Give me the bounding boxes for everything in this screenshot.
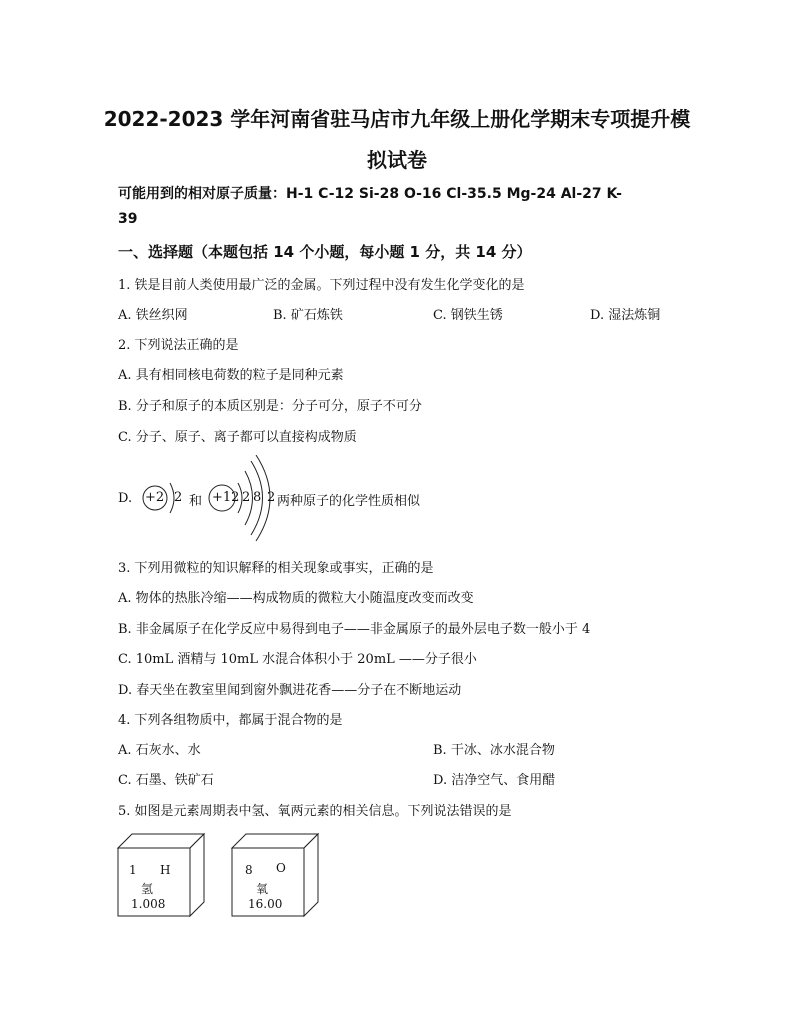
question-3-option-b: B. 非金属原子在化学反应中易得到电子——非金属原子的最外层电子数一般小于 4 [118, 622, 591, 637]
question-1-option-a: A. 铁丝织网 [118, 308, 188, 323]
nucleus-charge-2: +12 [212, 490, 240, 505]
question-1-option-b: B. 矿石炼铁 [273, 308, 343, 323]
electron-count: 2 [174, 490, 183, 505]
question-1-stem: 1. 铁是目前人类使用最广泛的金属。下列过程中没有发生化学变化的是 [118, 278, 525, 293]
oxygen-atomic-mass: 16.00 [248, 897, 283, 911]
question-3-option-d: D. 春天坐在教室里闻到窗外飘进花香——分子在不断地运动 [118, 683, 462, 698]
oxygen-symbol: O [276, 861, 286, 875]
question-3-option-a: A. 物体的热胀冷缩——构成物质的微粒大小随温度改变而改变 [118, 591, 474, 606]
question-5-stem: 5. 如图是元素周期表中氢、氧两元素的相关信息。下列说法错误的是 [118, 804, 512, 819]
question-3-stem: 3. 下列用微粒的知识解释的相关现象或事实，正确的是 [118, 561, 434, 576]
question-4-option-b: B. 干冰、冰水混合物 [433, 743, 555, 758]
question-2-option-d-label: D. [118, 491, 133, 506]
atomic-mass-line-2: 39 [118, 211, 138, 227]
hydrogen-name: 氢 [141, 882, 154, 896]
oxygen-atomic-number: 8 [245, 863, 253, 877]
question-2-stem: 2. 下列说法正确的是 [118, 338, 239, 353]
question-4-stem: 4. 下列各组物质中，都属于混合物的是 [118, 713, 343, 728]
title-line-2: 拟试卷 [367, 148, 427, 172]
question-3-option-c: C. 10mL 酒精与 10mL 水混合体积小于 20mL ——分子很小 [118, 652, 477, 667]
electron-count: 2 [242, 490, 251, 505]
electron-count: 8 [253, 490, 262, 505]
section-heading: 一、选择题（本题包括 14 个小题，每小题 1 分，共 14 分） [118, 243, 532, 261]
question-2-option-c: C. 分子、原子、离子都可以直接构成物质 [118, 430, 357, 445]
hydrogen-atomic-number: 1 [129, 863, 137, 877]
question-2-option-a: A. 具有相同核电荷数的粒子是同种元素 [118, 368, 344, 383]
question-1-option-d: D. 湿法炼铜 [590, 308, 661, 323]
title-line-1: 2022-2023 学年河南省驻马店市九年级上册化学期末专项提升模 [103, 107, 691, 131]
question-4-option-d: D. 洁净空气、食用醋 [433, 773, 556, 788]
question-2-option-d-text: 两种原子的化学性质相似 [277, 494, 421, 509]
question-2-option-b: B. 分子和原子的本质区别是：分子可分，原子不可分 [118, 399, 422, 414]
question-4-option-c: C. 石墨、铁矿石 [118, 773, 214, 788]
electron-count: 2 [267, 490, 276, 505]
question-4-option-a: A. 石灰水、水 [118, 743, 201, 758]
atomic-mass-line-1: 可能用到的相对原子质量：H-1 C-12 Si-28 O-16 Cl-35.5 Mg-24 Al-27 K- [118, 186, 622, 202]
hydrogen-atomic-mass: 1.008 [131, 897, 166, 911]
nucleus-charge-1: +2 [145, 490, 165, 505]
hydrogen-symbol: H [160, 863, 171, 877]
question-1-option-c: C. 钢铁生锈 [433, 308, 503, 323]
conjunction: 和 [189, 494, 203, 509]
oxygen-name: 氧 [256, 882, 269, 896]
